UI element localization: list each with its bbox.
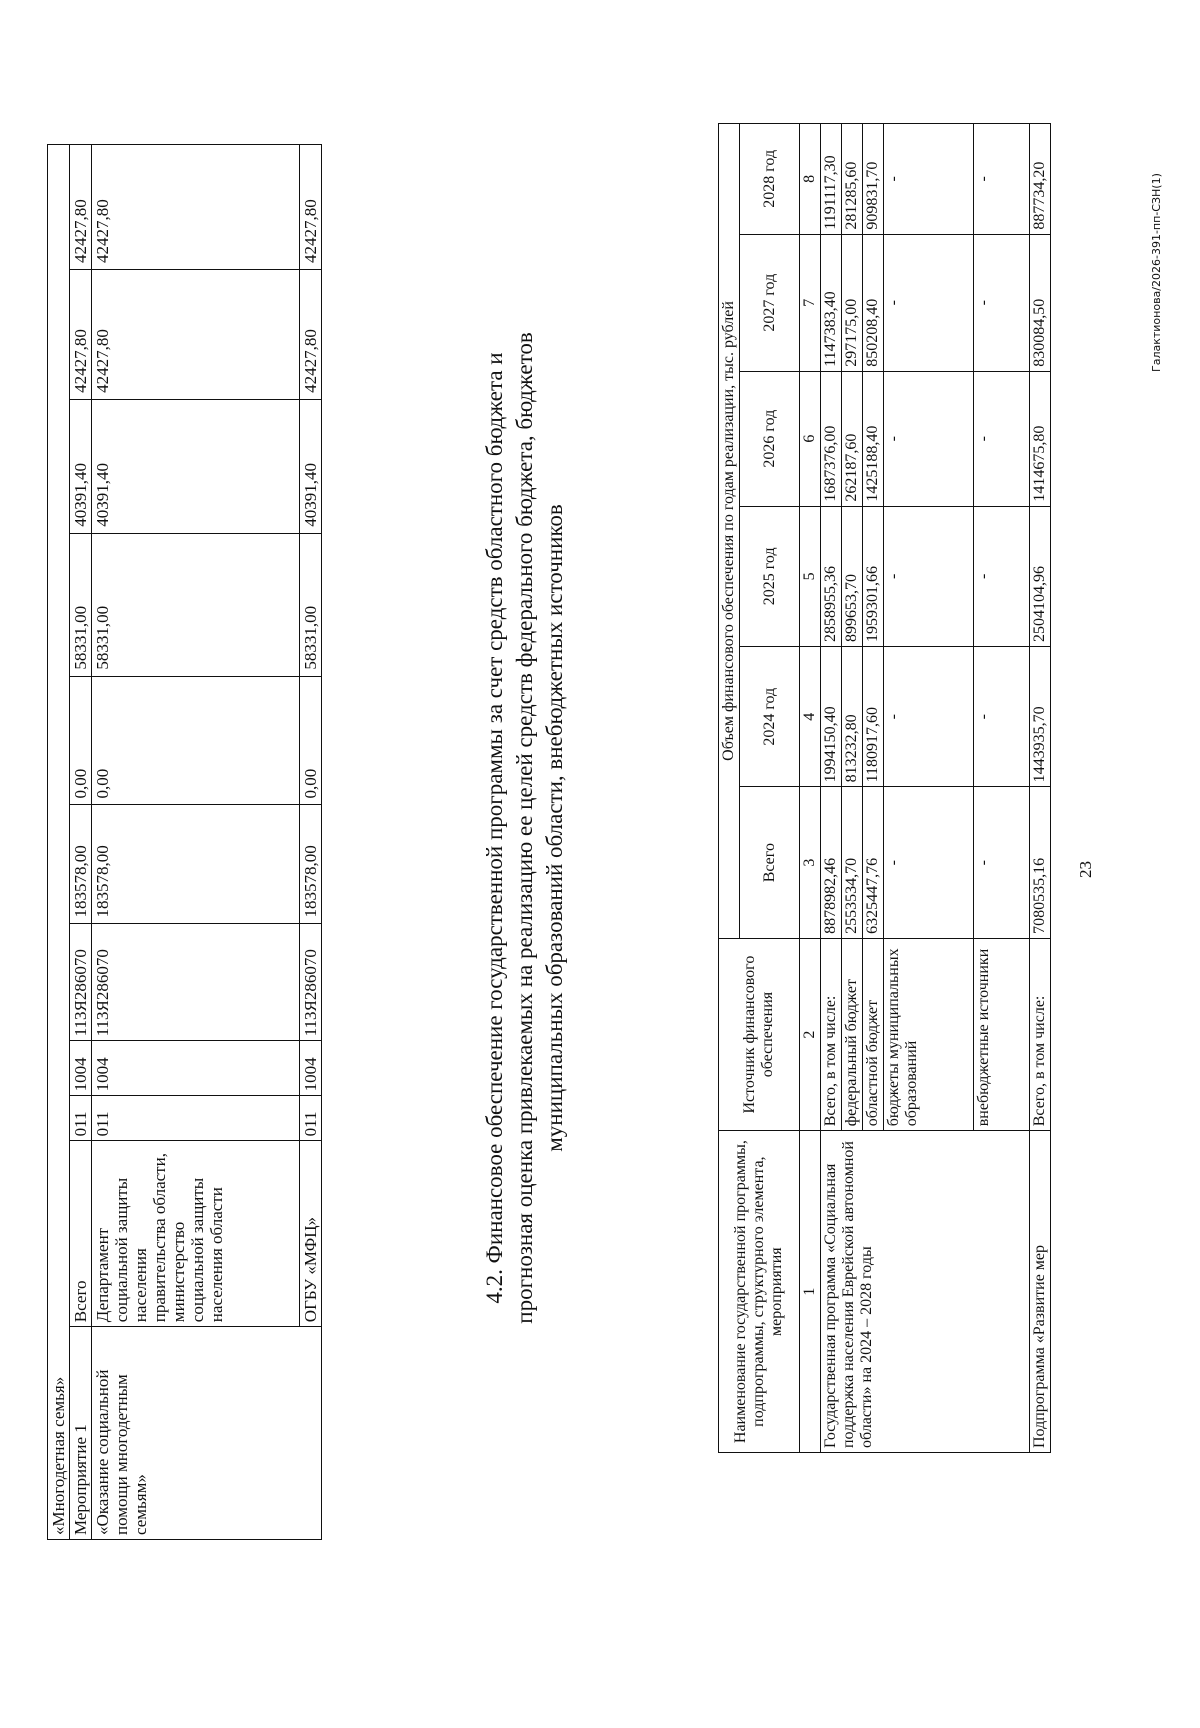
cell: 40391,40 — [70, 399, 92, 533]
cell: - — [974, 506, 1030, 646]
cell: - — [974, 647, 1030, 787]
cell: 8 — [800, 124, 821, 235]
cell: 1147383,40 — [821, 234, 842, 371]
cell: 1004 — [92, 1041, 300, 1096]
cell: Мероприятие 1 — [70, 1327, 92, 1540]
cell: 42427,80 — [92, 270, 300, 400]
cell: 42427,80 — [300, 270, 322, 400]
header-volume: Объем финансового обеспечения по годам реализации, тыс. рублей — [719, 124, 740, 939]
cell: 42427,80 — [70, 270, 92, 400]
cell: 3 — [800, 787, 821, 938]
cell: 4 — [800, 647, 821, 787]
header-total: Всего — [740, 787, 800, 938]
cell: 6325447,76 — [863, 787, 884, 938]
cell: 113Я286070 — [300, 924, 322, 1041]
cell: 262187,60 — [842, 371, 863, 506]
cell: 8878982,46 — [821, 787, 842, 938]
section-header: «Многодетная семья» — [48, 1327, 70, 1540]
cell: 5 — [800, 506, 821, 646]
footer-code: Галактионова/2026-391-пп-СЗН(1) — [1150, 173, 1163, 372]
cell: Всего, в том числе: — [821, 938, 842, 1130]
cell: 183578,00 — [92, 805, 300, 924]
header-2028: 2028 год — [740, 124, 800, 235]
cell: 2553534,70 — [842, 787, 863, 938]
cell: - — [974, 234, 1030, 371]
subprogram-name: Подпрограмма «Развитие мер — [1030, 1131, 1051, 1453]
cell: бюджеты муниципальных образований — [884, 938, 974, 1130]
activity-table — [47, 144, 322, 1540]
cell: 1443935,70 — [1030, 647, 1051, 787]
cell: 2 — [800, 938, 821, 1130]
table-row — [719, 124, 740, 1453]
cell: ОГБУ «МФЦ» — [300, 1141, 322, 1327]
cell: 6 — [800, 371, 821, 506]
header-2027: 2027 год — [740, 234, 800, 371]
cell: 58331,00 — [300, 533, 322, 676]
table-row — [821, 124, 842, 1453]
table-row — [48, 145, 70, 1540]
cell: 113Я286070 — [70, 924, 92, 1041]
cell: 011 — [70, 1096, 92, 1141]
cell: Всего, в том числе: — [1030, 938, 1051, 1130]
cell: - — [884, 506, 974, 646]
cell: федеральный бюджет — [842, 938, 863, 1130]
cell: - — [884, 647, 974, 787]
cell: - — [884, 124, 974, 235]
cell: областной бюджет — [863, 938, 884, 1130]
header-2026: 2026 год — [740, 371, 800, 506]
cell: Департамент социальной защиты населения правительства области, министерство социальной защиты населения области — [92, 1141, 300, 1327]
cell: 887734,20 — [1030, 124, 1051, 235]
table-row — [92, 145, 300, 1540]
cell: 1004 — [70, 1041, 92, 1096]
cell: «Оказание социальной помощи многодетным семьям» — [92, 1327, 322, 1540]
cell: - — [974, 124, 1030, 235]
cell: 297175,00 — [842, 234, 863, 371]
cell: 183578,00 — [70, 805, 92, 924]
cell: 42427,80 — [70, 145, 92, 270]
page-number: 23 — [1076, 861, 1095, 878]
cell: 1004 — [300, 1041, 322, 1096]
table-row — [1030, 124, 1051, 1453]
cell: 183578,00 — [300, 805, 322, 924]
cell: 42427,80 — [92, 145, 300, 270]
cell: 1425188,40 — [863, 371, 884, 506]
cell: 850208,40 — [863, 234, 884, 371]
cell: 7080535,16 — [1030, 787, 1051, 938]
cell: 58331,00 — [92, 533, 300, 676]
cell: 40391,40 — [92, 399, 300, 533]
cell: 813232,80 — [842, 647, 863, 787]
financing-table — [718, 123, 1051, 1453]
cell: 1687376,00 — [821, 371, 842, 506]
cell: - — [884, 371, 974, 506]
cell: 1 — [800, 1131, 821, 1453]
header-2025: 2025 год — [740, 506, 800, 646]
cell: 909831,70 — [863, 124, 884, 235]
header-source: Источник финансового обеспечения — [719, 938, 800, 1130]
cell: 113Я286070 — [92, 924, 300, 1041]
cell: внебюджетные источники — [974, 938, 1030, 1130]
cell: 2858955,36 — [821, 506, 842, 646]
cell: 1414675,80 — [1030, 371, 1051, 506]
table-row — [800, 124, 821, 1453]
header-2024: 2024 год — [740, 647, 800, 787]
cell: 0,00 — [70, 676, 92, 805]
cell: 0,00 — [92, 676, 300, 805]
cell: 42427,80 — [300, 145, 322, 270]
cell: 281285,60 — [842, 124, 863, 235]
cell: 2504104,96 — [1030, 506, 1051, 646]
header-name: Наименование государственной программы, подпрограммы, структурного элемента, мероприятия — [719, 1131, 800, 1453]
cell: - — [884, 234, 974, 371]
cell: - — [884, 787, 974, 938]
cell: 1959301,66 — [863, 506, 884, 646]
cell: 0,00 — [300, 676, 322, 805]
cell: 011 — [92, 1096, 300, 1141]
cell: Всего — [70, 1141, 92, 1327]
cell: 1180917,60 — [863, 647, 884, 787]
cell: - — [974, 787, 1030, 938]
cell: 1191117,30 — [821, 124, 842, 235]
section-title: 4.2. Финансовое обеспечение государственной программы за счет средств областного бюджета и прогнозная оценка привлекаемых на реализацию ее целей средств федерального бюджета, бюджетов муниципальных образований области, внебюджетных источников — [482, 332, 567, 1324]
cell: 011 — [300, 1096, 322, 1141]
cell: 899653,70 — [842, 506, 863, 646]
cell: 40391,40 — [300, 399, 322, 533]
cell: 7 — [800, 234, 821, 371]
table-row — [70, 145, 92, 1540]
program-name: Государственная программа «Социальная поддержка населения Еврейской автономной области» на 2024 – 2028 годы — [821, 1131, 1030, 1453]
cell: 830084,50 — [1030, 234, 1051, 371]
cell: 1994150,40 — [821, 647, 842, 787]
cell: - — [974, 371, 1030, 506]
cell: 58331,00 — [70, 533, 92, 676]
